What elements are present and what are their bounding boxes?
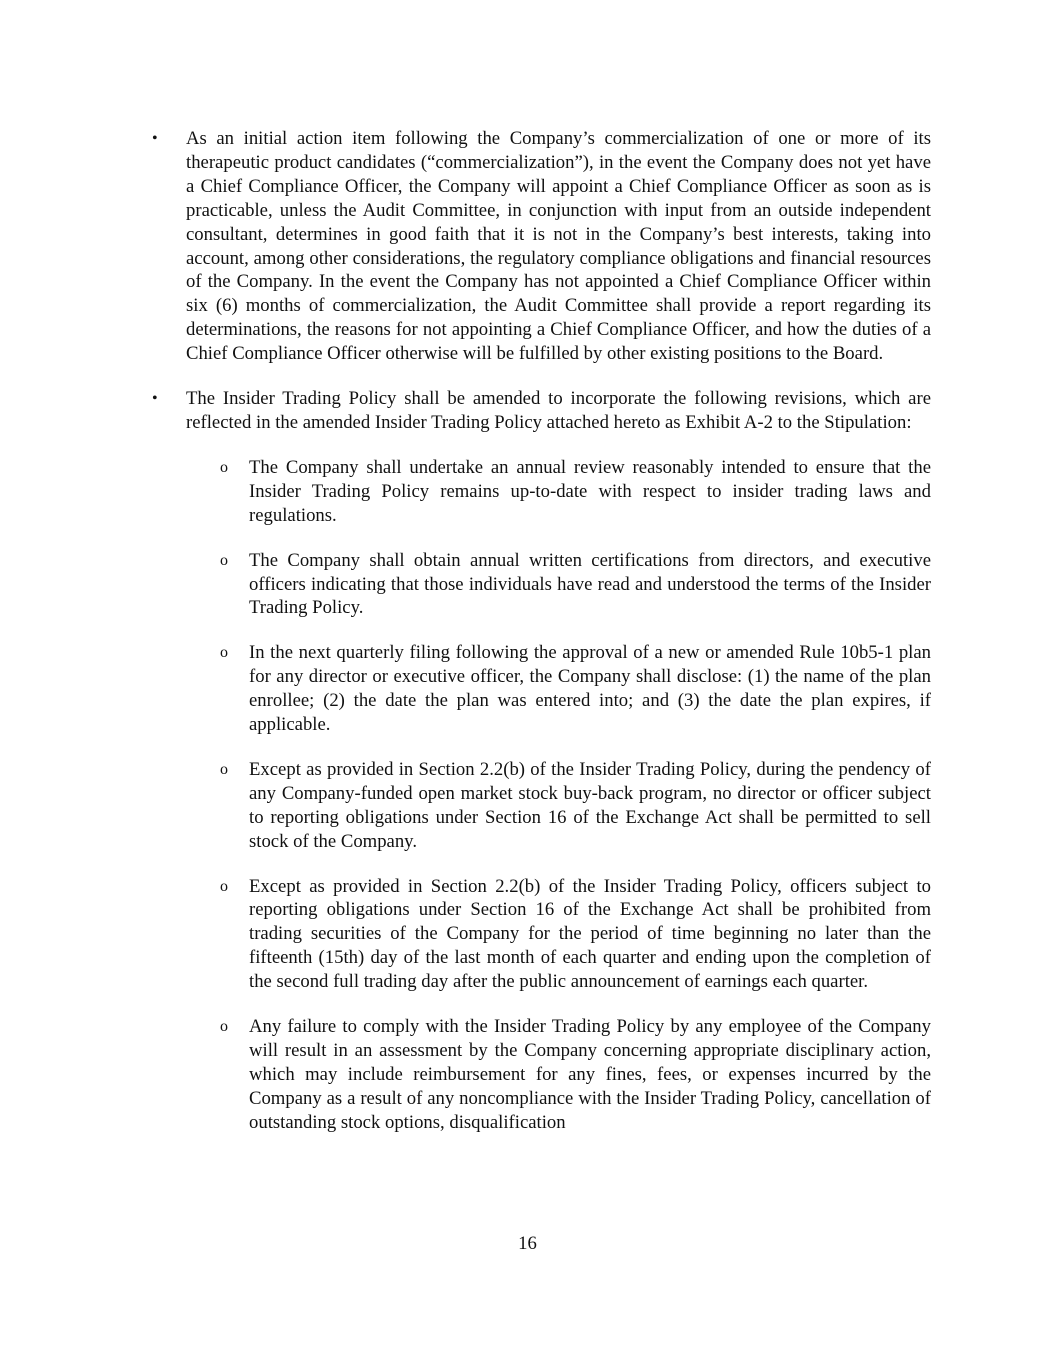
bullet-item-insider-trading-policy (152, 387, 931, 1135)
sub-item-blackout-period (186, 875, 931, 995)
bullet-text: The Insider Trading Policy shall be amended to incorporate the following revisions, which are reflected in the amended Insider Trading Policy attached hereto as Exhibit A-2 to the Stipulation: (186, 388, 931, 433)
sub-item-text: Except as provided in Section 2.2(b) of the Insider Trading Policy, officers subject to reporting obligations under Section 16 of the Exchange Act shall be prohibited from trading securities of the Company for the period of time beginning no later than the fifteenth (15th) day of the last month of each quarter and ending upon the completion of the second full trading day after the public announcement of earnings each quarter. (249, 875, 931, 993)
sub-item-text: In the next quarterly filing following the approval of a new or amended Rule 10b5-1 plan for any director or executive officer, the Company shall disclose: (1) the name of the plan enrollee; (2) the date the plan was entered into; and (3) the date the plan expires, if applicable. (249, 642, 931, 736)
sub-item-rule-10b5-1-disclosure (186, 641, 931, 737)
sub-item-text: The Company shall obtain annual written certifications from directors, and executive officers indicating that those individuals have read and understood the terms of the Insider Trading Policy. (249, 549, 931, 619)
bullet-item-chief-compliance-officer (152, 127, 931, 366)
sub-bullet-icon: o (220, 644, 228, 662)
sub-bullet-icon: o (220, 1018, 228, 1036)
sub-item-annual-review (186, 456, 931, 528)
bullet-list (152, 127, 931, 1156)
sub-item-buyback-restriction (186, 758, 931, 854)
sub-bullet-icon: o (220, 458, 228, 476)
sub-bullet-icon: o (220, 760, 228, 778)
bullet-icon: • (152, 130, 158, 147)
bullet-text: As an initial action item following the Company’s commercialization of one or more of its therapeutic product candidates (“commercialization”), in the event the Company does not yet have a Chief Compliance Officer, the Company will appoint a Chief Compliance Officer as soon as is practicable, unless the Audit Committee, in conjunction with input from an outside independent consultant, determines in good faith that it is not in the Company’s best interests, taking into account, among other considerations, the regulatory compliance obligations and financial resources of the Company. In the event the Company has not appointed a Chief Compliance Officer within six (6) months of commercialization, the Audit Committee shall provide a report regarding its determinations, the reasons for not appointing a Chief Compliance Officer, and how the duties of a Chief Compliance Officer otherwise will be fulfilled by other existing positions to the Board. (186, 128, 931, 365)
sub-item-noncompliance (186, 1015, 931, 1135)
sub-item-text: Any failure to comply with the Insider Trading Policy by any employee of the Company will result in an assessment by the Company concerning appropriate disciplinary action, which may include reimbursement for any fines, fees, or expenses incurred by the Company as a result of any noncompliance with the Insider Trading Policy, cancellation of outstanding stock options, disqualification (249, 1016, 931, 1133)
sub-bullet-icon: o (220, 877, 228, 895)
sub-item-certifications (186, 549, 931, 621)
bullet-icon: • (152, 390, 158, 408)
sub-bullet-list (186, 456, 931, 1135)
page-number: 16 (518, 1233, 537, 1254)
sub-bullet-icon: o (220, 551, 228, 569)
sub-item-text: The Company shall undertake an annual review reasonably intended to ensure that the Insider Trading Policy remains up-to-date with respect to insider trading laws and regulations. (249, 456, 931, 526)
sub-item-text: Except as provided in Section 2.2(b) of the Insider Trading Policy, during the pendency of any Company-funded open market stock buy-back program, no director or officer subject to reporting obligations under Section 16 of the Exchange Act shall be permitted to sell stock of the Company. (249, 758, 931, 852)
